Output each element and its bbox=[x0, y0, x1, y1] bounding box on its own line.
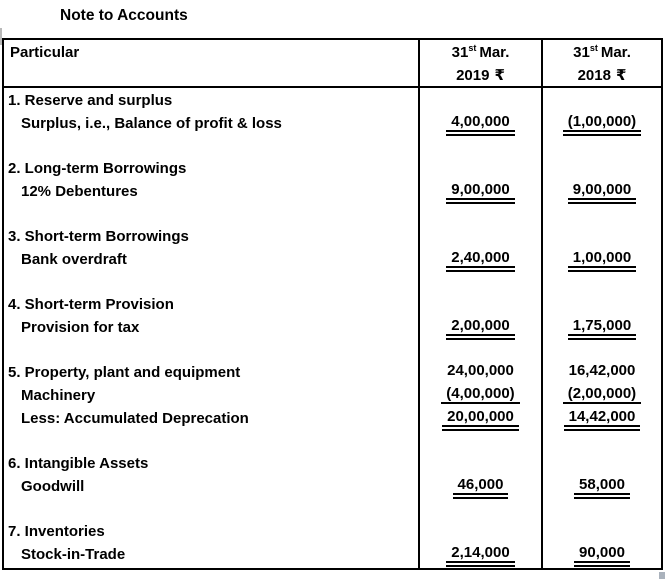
corner-artifact bbox=[659, 572, 665, 579]
value-2019: 2,00,000 bbox=[446, 317, 514, 340]
value-2018-cell bbox=[543, 317, 661, 340]
value-2019: 9,00,000 bbox=[446, 181, 514, 204]
header-year-2018 bbox=[541, 40, 661, 88]
rupee-symbol: ₹ bbox=[494, 66, 505, 84]
value-2018-cell bbox=[543, 113, 661, 136]
spacer-line bbox=[543, 135, 661, 158]
value-2018-cell bbox=[543, 226, 661, 249]
value-2018-cell bbox=[543, 544, 661, 567]
value-2018: (2,00,000) bbox=[563, 385, 641, 404]
particular-line: Goodwill bbox=[21, 477, 85, 495]
value-2019-cell bbox=[420, 249, 541, 272]
column-2018-values bbox=[541, 88, 661, 568]
value-2018-cell bbox=[543, 181, 661, 204]
column-2019-values bbox=[418, 88, 541, 568]
particular-line: 6. Intangible Assets bbox=[8, 455, 149, 472]
spacer-line bbox=[4, 203, 418, 226]
spacer-line bbox=[543, 272, 661, 295]
value-2019-cell bbox=[420, 521, 541, 544]
value-2019: 20,00,000 bbox=[442, 408, 519, 431]
particular-line: 5. Property, plant and equipment bbox=[8, 364, 241, 382]
spacer-line bbox=[4, 498, 418, 521]
value-2019-cell bbox=[420, 453, 541, 476]
header-2019-currency: 2019 ₹ bbox=[456, 66, 505, 84]
value-2019-cell bbox=[420, 113, 541, 136]
value-2019-cell bbox=[420, 294, 541, 317]
spacer-line bbox=[543, 498, 661, 521]
particular-line: 3. Short-term Borrowings bbox=[8, 228, 189, 246]
value-2019-cell bbox=[420, 476, 541, 499]
value-2018-cell bbox=[543, 249, 661, 272]
value-2018-cell bbox=[543, 476, 661, 499]
header-year-2019 bbox=[418, 40, 541, 88]
value-2019-cell bbox=[420, 226, 541, 249]
value-2019-cell bbox=[420, 158, 541, 181]
particular-line: 12% Debentures bbox=[21, 182, 138, 200]
value-2019: 2,14,000 bbox=[446, 544, 514, 567]
particular-line: Surplus, i.e., Balance of profit & loss bbox=[21, 114, 282, 132]
value-2018-cell bbox=[543, 521, 661, 544]
spacer-line bbox=[420, 272, 541, 295]
particular-line: 2. Long-term Borrowings bbox=[8, 160, 187, 178]
value-2019-cell bbox=[420, 90, 541, 113]
value-2019-cell bbox=[420, 544, 541, 567]
spacer-line bbox=[420, 340, 541, 363]
value-2018: 14,42,000 bbox=[564, 408, 641, 431]
spacer-line bbox=[4, 340, 418, 363]
value-2019-cell bbox=[420, 317, 541, 340]
spacer-line bbox=[4, 430, 418, 453]
spacer-line bbox=[543, 203, 661, 226]
header-2018-date: 31st Mar. bbox=[573, 43, 631, 61]
value-2019-cell bbox=[420, 362, 541, 385]
particular-line: 4. Short-term Provision bbox=[8, 296, 174, 314]
note-to-accounts-table bbox=[2, 38, 663, 570]
header-particular: Particular bbox=[4, 40, 418, 88]
spacer-line bbox=[420, 203, 541, 226]
spacer-line bbox=[420, 430, 541, 453]
column-particulars bbox=[4, 88, 418, 568]
spacer-line bbox=[420, 135, 541, 158]
value-2018-cell bbox=[543, 294, 661, 317]
value-2019: 46,000 bbox=[453, 476, 509, 499]
header-2019-date: 31st Mar. bbox=[451, 43, 510, 61]
value-2018: 9,00,000 bbox=[568, 181, 636, 204]
spacer-line bbox=[4, 135, 418, 158]
spacer-line bbox=[543, 430, 661, 453]
value-2018: 1,00,000 bbox=[568, 249, 636, 272]
value-2018-cell bbox=[543, 385, 661, 408]
particular-line: Less: Accumulated Deprecation bbox=[21, 409, 249, 427]
value-2018: 1,75,000 bbox=[568, 317, 636, 340]
value-2019: (4,00,000) bbox=[441, 385, 519, 404]
value-2018: (1,00,000) bbox=[563, 113, 641, 136]
value-2019-cell bbox=[420, 408, 541, 431]
value-2019: 4,00,000 bbox=[446, 113, 514, 136]
header-2018-currency: 2018 ₹ bbox=[577, 66, 627, 84]
value-2018-cell bbox=[543, 408, 661, 431]
rupee-symbol: ₹ bbox=[615, 66, 627, 84]
page-title: Note to Accounts bbox=[60, 7, 188, 24]
value-2018: 90,000 bbox=[574, 544, 630, 567]
value-2018-cell bbox=[543, 90, 661, 113]
spacer-line bbox=[420, 498, 541, 521]
value-2018: 16,42,000 bbox=[568, 362, 636, 380]
spacer-line bbox=[4, 272, 418, 295]
value-2018-cell bbox=[543, 158, 661, 181]
particular-line: Machinery bbox=[21, 386, 96, 404]
value-2018-cell bbox=[543, 453, 661, 476]
value-2018-cell bbox=[543, 362, 661, 385]
particular-line: Stock-in-Trade bbox=[21, 545, 126, 563]
value-2018: 58,000 bbox=[574, 476, 630, 499]
particular-line: Bank overdraft bbox=[21, 250, 127, 268]
particular-line: 7. Inventories bbox=[8, 523, 105, 541]
spacer-line bbox=[543, 340, 661, 363]
value-2019-cell bbox=[420, 385, 541, 408]
particular-line: Provision for tax bbox=[21, 318, 140, 336]
value-2019: 2,40,000 bbox=[446, 249, 514, 272]
value-2019-cell bbox=[420, 181, 541, 204]
value-2019: 24,00,000 bbox=[447, 362, 514, 380]
particular-line: 1. Reserve and surplus bbox=[8, 92, 173, 109]
